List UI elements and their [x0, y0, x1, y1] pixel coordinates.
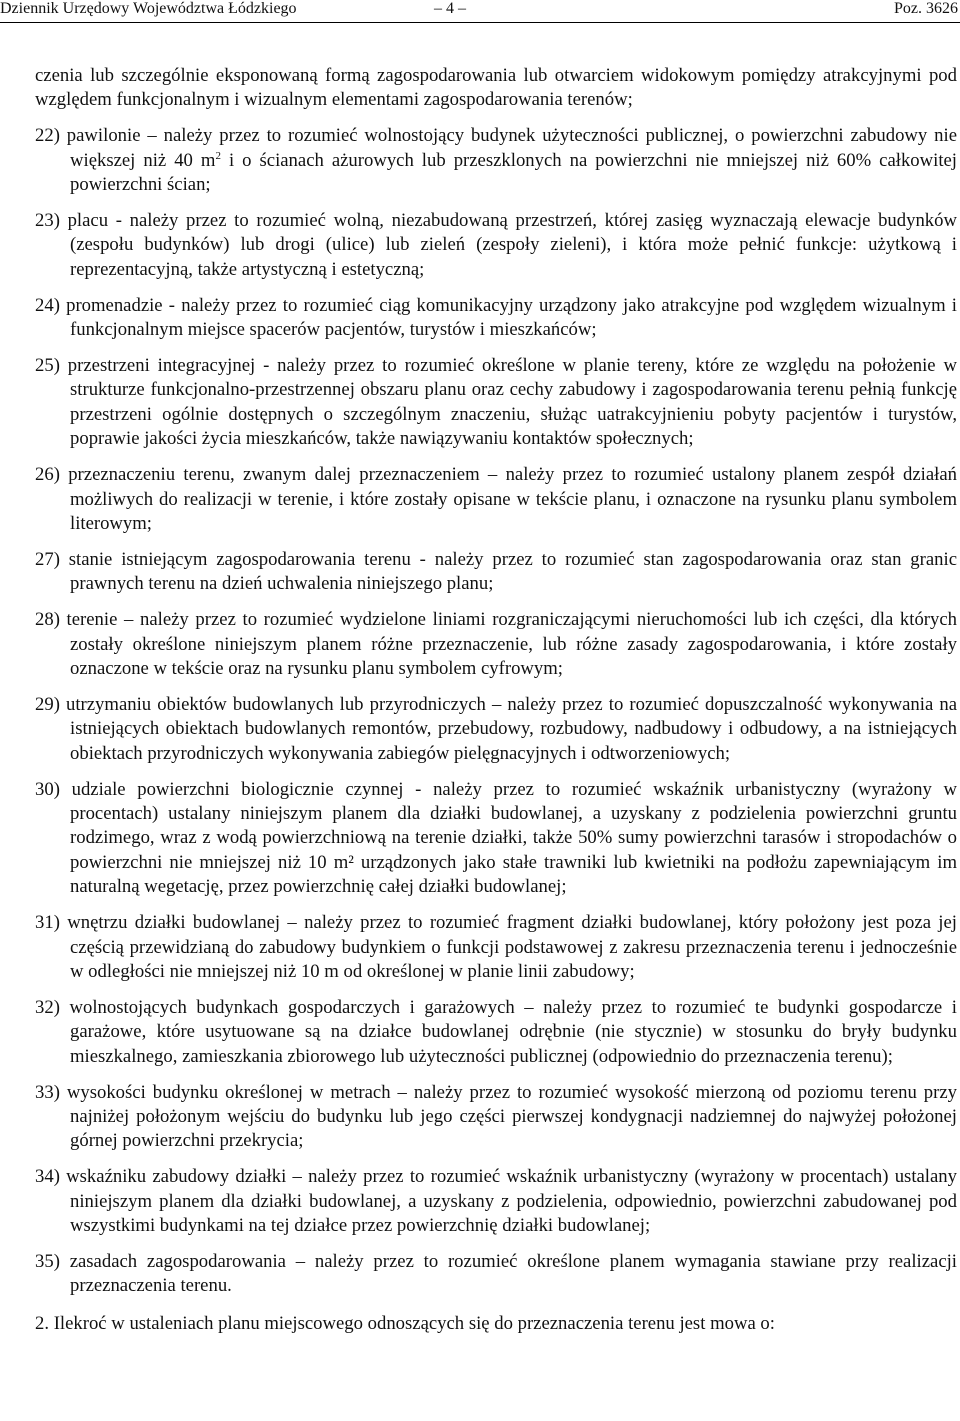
definition-item: 34) wskaźniku zabudowy działki – należy przez to rozumieć wskaźnik urbanistyczny (wyrażony w procentach) ustalany niniejszym planem dla działki budowlanej, a uzyskany z podzielenia, odpowiednio, powierzchni zabudowanej pod wszystkimi budynkami na tej działce przez powierzchnię działki budowlanej;	[35, 1166, 957, 1237]
definition-item: 26) przeznaczeniu terenu, zwanym dalej przeznaczeniem – należy przez to rozumieć ustalony planem zespół działań możliwych do realizacji w terenie, i które zostały opisane w tekście planu, i oznaczone na rysunku planu symbolem literowym;	[35, 464, 957, 534]
definition-item: 35) zasadach zagospodarowania – należy przez to rozumieć określone planem wymagania stawiane przy realizacji przeznaczenia terenu.	[35, 1251, 957, 1297]
definition-item: 29) utrzymaniu obiektów budowlanych lub przyrodniczych – należy przez to rozumieć dopuszczalność wykonywania na istniejących obiektach budowlanych remontów, przebudowy, rozbudowy, nadbudowy i odbudowy, a na istniejących obiektach przyrodniczych wykonywania zabiegów pielęgnacyjnych i odtworzeniowych;	[35, 693, 957, 764]
definition-item: 24) promenadzie - należy przez to rozumieć ciąg komunikacyjny urządzony jako atrakcyjne pod względem wizualnym i funkcjonalnym miejsce spacerów pacjentów, turystów i mieszkańców;	[35, 294, 957, 341]
document-body	[35, 64, 957, 1336]
intro-paragraph: czenia lub szczególnie eksponowaną formą zagospodarowania lub otwarciem widokowym pomiędzy atrakcyjnymi pod względem funkcjonalnym i wizualnym elementami zagospodarowania terenów;	[35, 65, 957, 111]
section-2-intro: 2. Ilekroć w ustaleniach planu miejscowego odnoszących się do przeznaczenia terenu jest mowa o:	[35, 1312, 775, 1334]
page-number: – 4 –	[434, 0, 466, 17]
position-number: Poz. 3626	[894, 0, 958, 17]
page-header	[0, 0, 960, 23]
definition-item: 32) wolnostojących budynkach gospodarczych i garażowych – należy przez to rozumieć te budynki gospodarcze i garażowe, które usytuowane są na działce budowlanej odrębnie (nie stycznie) w stosunku do bryły budynku mieszkalnego, zamieszkania zbiorowego lub użyteczności publicznej (odpowiednio do przeznaczenia terenu);	[35, 996, 957, 1067]
definition-item: 25) przestrzeni integracyjnej - należy przez to rozumieć określone w planie tereny, które ze względu na położenie w strukturze funkcjonalno-przestrzennej obszaru planu oraz cechy zabudowy i zagospodarowania terenu pełnią funkcję przestrzeni ogólnie dostępnych o szczególnym znaczeniu, służąc uatrakcyjnieniu pobyty pacjentów i turystów, poprawie jakości życia mieszkańców, także nawiązywaniu kontaktów społecznych;	[35, 355, 957, 450]
definition-item: 31) wnętrzu działki budowlanej – należy przez to rozumieć fragment działki budowlanej, który położony jest poza jej częścią przewidzianą do zabudowy budynkiem o funkcji podstawowej z zakresu przeznaczenia terenu i jednocześnie w odległości nie mniejszej niż 10 m od określonej w planie linii zabudowy;	[35, 912, 957, 982]
superscript: 2	[215, 149, 221, 162]
definition-item: 27) stanie istniejącym zagospodarowania terenu - należy przez to rozumieć stan zagospodarowania oraz stan granic prawnych terenu na dzień uchwalenia niniejszego planu;	[35, 548, 957, 595]
definition-item: 33) wysokości budynku określonej w metrach – należy przez to rozumieć wysokość mierzoną od poziomu terenu przy najniżej położonym wejściu do budynku lub jego części pierwszej kondygnacji nadziemnej do najwyżej położonej górnej powierzchni przekrycia;	[35, 1081, 957, 1152]
definition-item: 28) terenie – należy przez to rozumieć wydzielone liniami rozgraniczającymi nieruchomości lub ich części, dla których zostały określone niniejszym planem różne przeznaczenie, lub różne zasady zagospodarowania, i które zostały oznaczone w tekście oraz na rysunku planu symbolem cyfrowym;	[35, 609, 957, 680]
definition-item: 23) placu - należy przez to rozumieć wolną, niezabudowaną przestrzeń, której zasięg wyznaczają elewacje budynków (zespołu budynków) lub drogi (ulice) lub zieleń (zespoły zieleni), i która może pełnić funkcje: użytkową i reprezentacyjną, także artystyczną i estetyczną;	[35, 210, 957, 280]
definition-item: 30) udziale powierzchni biologicznie czynnej - należy przez to rozumieć wskaźnik urbanistyczny (wyrażony w procentach) ustalany niniejszym planem dla działki budowlanej, a uzyskany z podzielenia powierzchni gruntu rodzimego, wraz z wodą powierzchniową na terenie działki, także 50% sumy powierzchni tarasów i stropodachów o powierzchni nie mniejszej niż 10 m² urządzonych jako stałe trawniki lub kwietniki na podłożu zapewniającym im naturalną wegetację, przez powierzchnię całej działki budowlanej;	[35, 778, 957, 898]
definition-text: 22) pawilonie – należy przez to rozumieć wolnostojący budynek użyteczności publicznej, o powierzchni zabudowy nie większej niż 40 m	[35, 125, 957, 171]
definition-item-22	[35, 124, 957, 197]
journal-title: Dziennik Urzędowy Województwa Łódzkiego	[0, 0, 297, 17]
definition-text: i o ścianach ażurowych lub przeszklonych na powierzchni nie mniejszej niż 60% całkowitej powierzchni ścian;	[70, 149, 957, 196]
